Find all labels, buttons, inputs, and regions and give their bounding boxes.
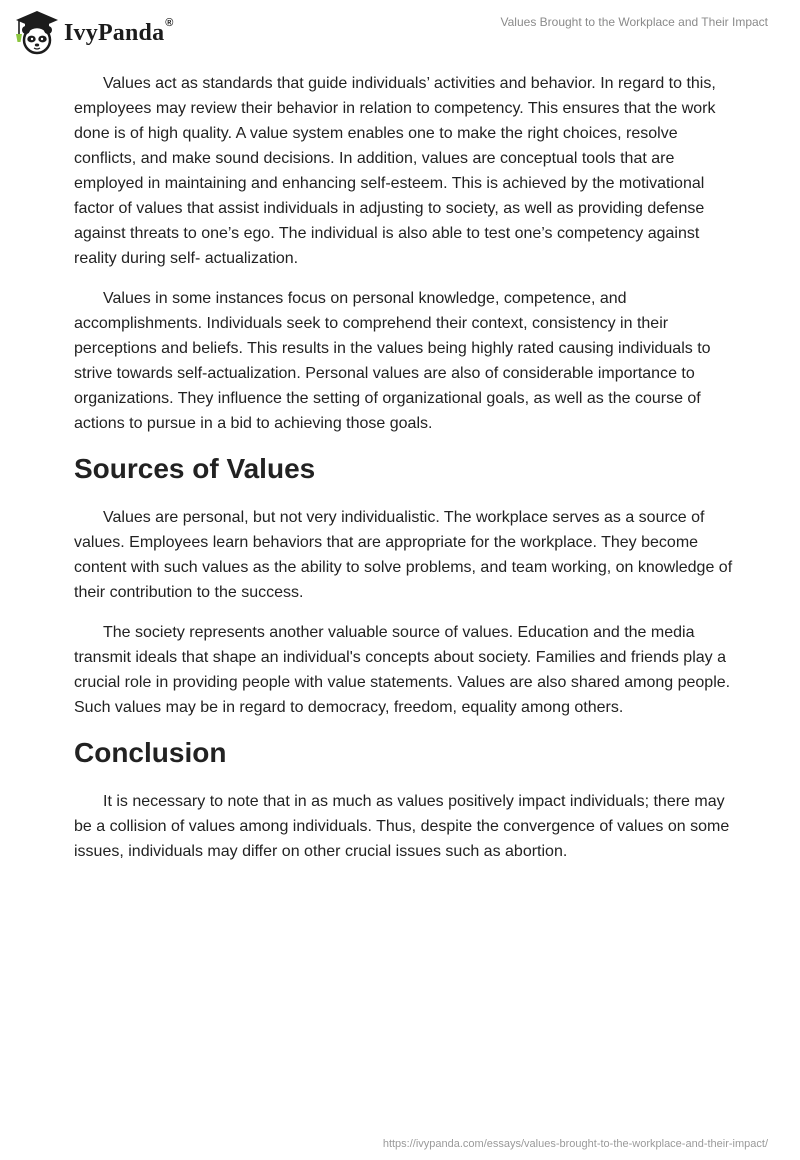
ivypanda-logo[interactable] bbox=[14, 9, 174, 55]
paragraph: Values are personal, but not very individualistic. The workplace serves as a source of values. Employees learn behaviors that are appropriate for the workplace. They become content with such values as the ability to solve problems, and team working, on knowledge of their contribution to the success. bbox=[74, 509, 733, 601]
paragraph: The society represents another valuable source of values. Education and the media transmit ideals that shape an individual's concepts about society. Families and friends play a crucial role in providing people with value statements. Values are also shared among people. Such values may be in regard to democracy, freedom, equality among others. bbox=[74, 624, 731, 716]
section-heading-sources: Sources of Values bbox=[74, 453, 316, 484]
logo-wordmark: IvyPanda® bbox=[64, 16, 174, 46]
essay-content bbox=[74, 71, 734, 879]
paragraph: It is necessary to note that in as much as values positively impact individuals; there may be a collision of values among individuals. Thus, despite the convergence of values on some issues, individuals may differ on other crucial issues such as abortion. bbox=[74, 793, 730, 860]
document-title: Values Brought to the Workplace and Their Impact bbox=[500, 15, 768, 29]
paragraph: Values act as standards that guide individuals’ activities and behavior. In regard to this, employees may review their behavior in relation to competency. This ensures that the work done is of high quality. A value system enables one to make the right choices, resolve conflicts, and make sound decisions. In addition, values are conceptual tools that are employed in maintaining and enhancing self-esteem. This is achieved by the motivational factor of values that assist individuals in adjusting to society, as well as providing defense against threats to one’s ego. The individual is also able to test one’s competency against reality during self- actualization. bbox=[74, 75, 716, 267]
page-header bbox=[0, 0, 800, 64]
panda-graduation-cap-icon bbox=[14, 9, 60, 55]
paragraph: Values in some instances focus on personal knowledge, competence, and accomplishments. Individuals seek to comprehend their context, consistency in their perceptions and beliefs. This results in the values being highly rated causing individuals to strive towards self-actualization. Personal values are also of considerable importance to organizations. They influence the setting of organizational goals, as well as the course of actions to pursue in a bid to achieving those goals. bbox=[74, 290, 711, 432]
section-heading-conclusion: Conclusion bbox=[74, 737, 227, 768]
source-url[interactable]: https://ivypanda.com/essays/values-brought-to-the-workplace-and-their-impact/ bbox=[382, 1138, 768, 1150]
